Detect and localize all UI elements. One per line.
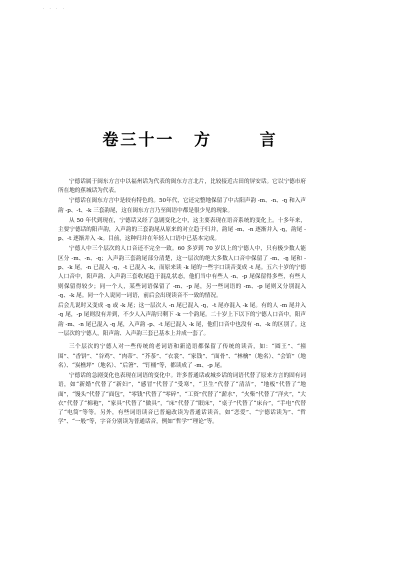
paragraph: 宁德话在闽东方言中是较有特色的。50年代，它还完整地保留了中古阳声韵 -m、-n、-ŋ 和入声韵 -p、-t、-k 三套韵尾，这在闽东方言乃至闽语中都是很少见的现象。 (58, 198, 306, 214)
chapter-name: 方 言 (194, 130, 298, 149)
paragraph: 宁德话属于闽东方言中以福州话为代表的闽东方言北片，比较接近古田的屏安话。它以宁德市府所在地的蕉城话为代表。 (58, 179, 306, 195)
chapter-title (0, 127, 400, 150)
header-mark: · · · · (43, 6, 66, 11)
paragraph: 三个层次的宁德人对一些传统的老词语和新造语都保留了传统的读音，如：“圆王”、“撞围”、“香饼”、“谷鸡”、“肉蒂”、“芥茶”、“衣裳”、“家钱”、“面骨”、“林檎”（地名）、“会馆”（地名）、“炭樵坪”（地名）、“后箸”、“钉桶”等，都读成了 -m、-p 尾。 (58, 344, 306, 369)
body-text (58, 178, 306, 429)
paragraph: 从 50 年代到现在，宁德话又经了急剧变化之中，这主要表现在语音系统的变化上。十多年来，主要宁德话的阳声韵，入声韵的三套韵尾从原来的对立趋于归并，韵尾 -m、-n 逐渐并入 -ŋ，韵尾 -p、-t 逐渐并入 -k。目前，这种归并在年轻人口语中已基本完成。 (58, 217, 306, 243)
chapter-number: 卷三十一 (102, 130, 175, 149)
paragraph: 后会儿说时又变成 -ŋ 或 -k 尾；这一层次人 -n 尾已混入 -ŋ，-t 尾亦混入 -k 尾。有的人 -m 尾并入 -ŋ 尾，-p 尾则没有并到，不少人入声韵只剩下 -k 一个韵尾。二十岁上下以下的宁德人口音中，阳声韵 -m、-n 尾已混入 -ŋ 尾，入声韵 -p、-t 尾已混入 -k 尾，他们口音中也没有 -n、-k 的区别了。这一层次的宁德人，阳声韵、入声韵三套已基本上并成一套了。 (58, 303, 306, 337)
paragraph: 宁德人中三个层次的人口音还不完全一致。60 多岁到 70 岁以上的宁德人中，只有极少数人能区分 -m、-n、-ŋ；入声韵三套韵尾部分清楚，这一层次的绝大多数人口音中保留了 -m、-ŋ 尾和 -p、-k 尾，-n 已混入 -ŋ，-t 已混入 -k，而原来读 -k 尾的一些字口读音变成 -t 尾。五六十岁的宁德人口音中，阳声韵、入声韵三套收尾趋于混乱状态，他们当中有些人 -n、-p 尾保留得多些，有些人则保留得较少；同一个人，某些词语保留了 -m、-p 尾，另一些词语的 -m、-p 尾则又分别混入 -ŋ、-k 尾。同一个人说同一词语，前后会出现读音不一致的情况。 (58, 246, 306, 299)
paragraph: 宁德话的急剧变化也表现在词语的变化中。许多普通话或城乡话的词语代替了原来方言的固有词语，如“新婚”代替了“新妇”，“感冒”代替了“受寒”，“卫生”代替了“清洁”，“地板”代替了“地面”，“馒头”代替了“面包”，“零钱”代替了“零碎”，“工资”代替了“薪水”，“火柴”代替了“洋火”，“大衣”代替了“棉袍”，“家具”代替了“做具”，“床”代替了“眠床”，“桌子”代替了“床台”，“手电”代替了“电筒”等等。另外，有些词语读音已普遍改读为普通话读音，如“恋爱”、“宁德话读为”、“哲学”、“一般”等，字音分别读为普通话音，例如“哲学”“理论”等。 (58, 372, 306, 426)
